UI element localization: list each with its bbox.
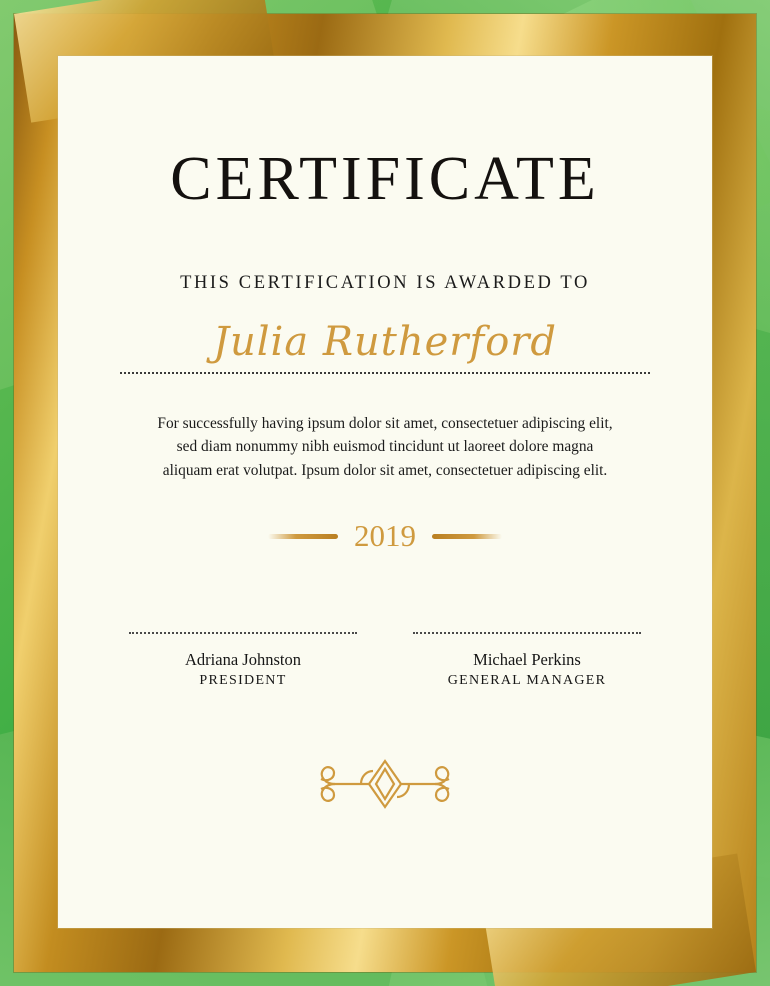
recipient-block <box>120 320 650 374</box>
flourish-ornament-icon <box>82 751 688 817</box>
recipient-underline <box>120 372 650 374</box>
year-row <box>82 518 688 554</box>
year-dash-left-icon <box>268 534 338 539</box>
signature-role: GENERAL MANAGER <box>447 673 607 689</box>
signature-name: Michael Perkins <box>473 650 581 670</box>
year-dash-right-icon <box>432 534 502 539</box>
certificate-content <box>58 56 712 928</box>
page-title: CERTIFICATE <box>170 145 600 213</box>
signature-line <box>129 632 357 634</box>
recipient-name: Julia Rutherford <box>212 319 558 365</box>
year-value: 2019 <box>354 518 416 554</box>
certificate-body-text: For successfully having ipsum dolor sit amet, consectetuer adipiscing elit, sed diam nonummy nibh euismod tincidunt ut laoreet dolore magna aliquam erat volutpat. Ipsum dolor sit amet, consectetuer adipiscing elit. <box>157 415 613 479</box>
certificate-panel <box>58 56 712 928</box>
signature-role: PRESIDENT <box>199 673 287 689</box>
signature-line <box>413 632 641 634</box>
signature-block-general-manager <box>413 632 641 689</box>
awarded-to-label: THIS CERTIFICATION IS AWARDED TO <box>180 273 590 293</box>
signature-block-president <box>129 632 357 689</box>
signature-row <box>82 632 688 689</box>
signature-name: Adriana Johnston <box>185 650 301 670</box>
